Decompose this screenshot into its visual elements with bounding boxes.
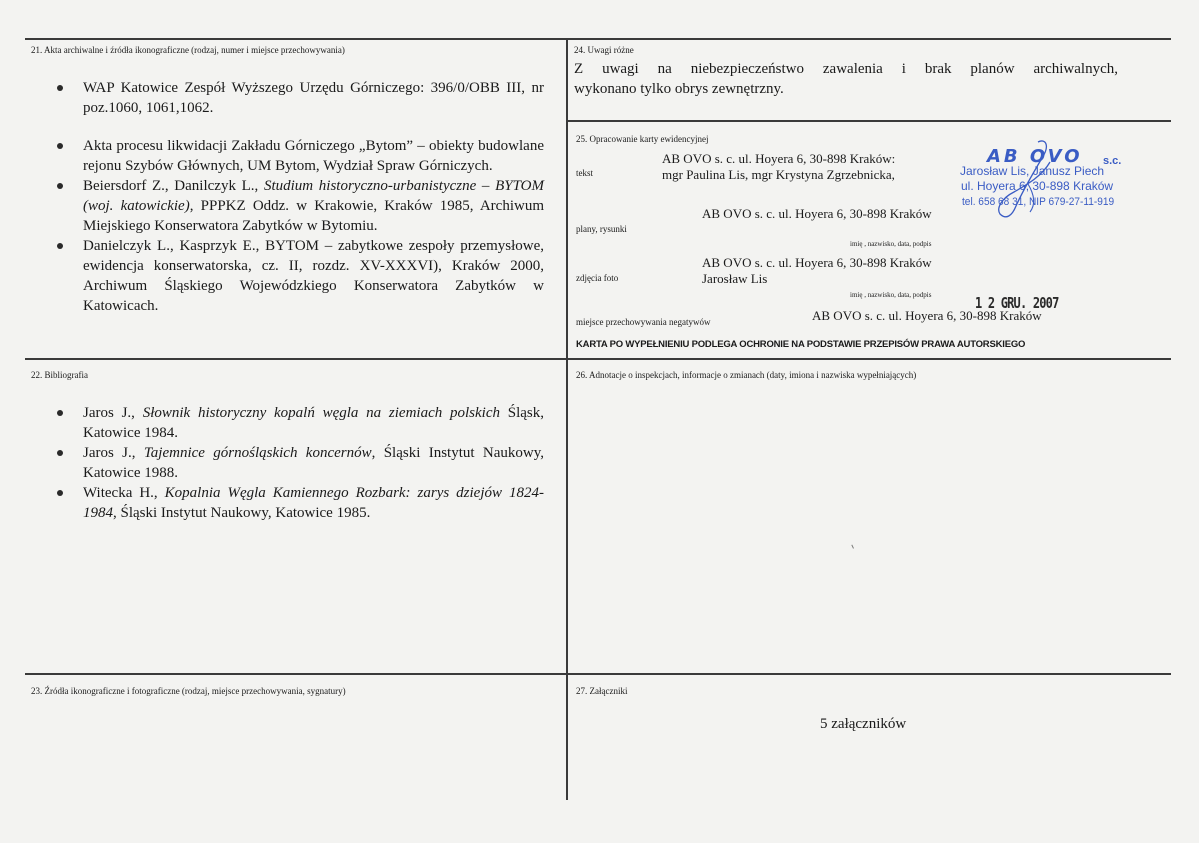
- row-divider-1: [25, 358, 1171, 360]
- signature-icon: [976, 136, 1066, 226]
- bullet-icon: [57, 143, 63, 149]
- stamp-line-3: tel. 658 68 31, NIP 679-27-11-919: [962, 196, 1115, 208]
- bullet-icon: [57, 450, 63, 456]
- list-item: Jaros J., Tajemnice górnośląskich koncernów, Śląski Instytut Naukowy, Katowice 1988.: [54, 443, 544, 483]
- section-21-list: [54, 78, 544, 316]
- tekst-line-2: mgr Paulina Lis, mgr Krystyna Zgrzebnicka,: [662, 167, 895, 182]
- date-stamp: 1 2 GRU. 2007: [975, 294, 1059, 312]
- tekst-line-1: AB OVO s. c. ul. Hoyera 6, 30-898 Kraków:: [662, 151, 896, 166]
- row-divider-2: [25, 673, 1171, 675]
- section-22-list: [54, 403, 544, 523]
- tekst-label: tekst: [576, 168, 593, 178]
- list-item: Akta procesu likwidacji Zakładu Górniczego „Bytom” – obiekty budowlane rejonu Szybów Głównych, UM Bytom, Wydział Spraw Górniczych.: [54, 136, 544, 176]
- list-item: Jaros J., Słownik historyczny kopalń węgla na ziemiach polskich Śląsk, Katowice 1984.: [54, 403, 544, 443]
- company-stamp: [958, 148, 1158, 228]
- attachments-count: 5 załączników: [820, 716, 907, 732]
- bullet-icon: [57, 243, 63, 249]
- list-item: Beiersdorf Z., Danilczyk L., Studium historyczno-urbanistyczne – BYTOM (woj. katowickie), PPPKZ Oddz. w Krakowie, Kraków 1985, Archiwum Miejskiego Konserwatora Zabytków w Bytomiu.: [54, 176, 544, 236]
- bullet-icon: [57, 183, 63, 189]
- zdjecia-line-2: Jarosław Lis: [702, 271, 768, 286]
- section-24-label: 24. Uwagi różne: [574, 45, 634, 55]
- plany-label: plany, rysunki: [576, 224, 627, 234]
- miejsce-value: AB OVO s. c. ul. Hoyera 6, 30-898 Kraków: [812, 308, 1042, 323]
- list-item: WAP Katowice Zespół Wyższego Urzędu Górniczego: 396/0/OBB III, nr poz.1060, 1061,1062.: [54, 78, 544, 118]
- plany-value: AB OVO s. c. ul. Hoyera 6, 30-898 Kraków: [702, 206, 932, 221]
- top-border: [25, 38, 1171, 40]
- section-22-label: 22. Bibliografia: [31, 370, 88, 380]
- section-21-label: 21. Akta archiwalne i źródła ikonograficzne (rodzaj, numer i miejsce przechowywania): [31, 45, 345, 55]
- caption-2: imię , nazwisko, data, podpis: [850, 291, 932, 299]
- zdjecia-label: zdjęcia foto: [576, 273, 619, 283]
- remarks-line-2: wykonano tylko obrys zewnętrzny.: [574, 81, 784, 97]
- column-divider: [566, 38, 568, 800]
- stamp-suffix: s.c.: [1103, 155, 1122, 167]
- stamp-logo: AB OVO: [987, 146, 1083, 167]
- bullet-icon: [57, 85, 63, 91]
- section-25-label: 25. Opracowanie karty ewidencyjnej: [576, 134, 709, 144]
- caption-1: imię , nazwisko, data, podpis: [850, 240, 932, 248]
- bullet-icon: [57, 410, 63, 416]
- right-divider-24-25: [567, 120, 1171, 122]
- section-23-label: 23. Źródła ikonograficzne i fotograficzne (rodzaj, miejsce przechowywania, sygnatury): [31, 686, 346, 696]
- remarks-line-1: Z uwagi na niebezpieczeństwo zawalenia i brak planów archiwalnych,: [574, 61, 1118, 77]
- section-27-label: 27. Załączniki: [576, 686, 628, 696]
- list-item: Witecka H., Kopalnia Węgla Kamiennego Rozbark: zarys dziejów 1824-1984, Śląski Instytut Naukowy, Katowice 1985.: [54, 483, 544, 523]
- section-26-label: 26. Adnotacje o inspekcjach, informacje o zmianach (daty, imiona i nazwiska wypełniających): [576, 370, 917, 380]
- miejsce-label: miejsce przechowywania negatywów: [576, 317, 711, 327]
- bullet-icon: [57, 490, 63, 496]
- copyright-notice: KARTA PO WYPEŁNIENIU PODLEGA OCHRONIE NA PODSTAWIE PRZEPISÓW PRAWA AUTORSKIEGO: [576, 339, 1026, 350]
- zdjecia-line-1: AB OVO s. c. ul. Hoyera 6, 30-898 Kraków: [702, 255, 932, 270]
- stamp-line-2: ul. Hoyera 6, 30-898 Kraków: [961, 179, 1114, 193]
- stamp-line-1: Jarosław Lis, Janusz Piech: [960, 164, 1105, 178]
- list-item: Danielczyk L., Kasprzyk E., BYTOM – zabytkowe zespoły przemysłowe, ewidencja konserwatorska, cz. II, rozdz. XV-XXXVI), Kraków 2000, Archiwum Śląskiego Wojewódzkiego Konserwatora Zabytków w Katowicach.: [54, 236, 544, 316]
- stray-mark: [851, 543, 856, 548]
- section-24-text: [574, 59, 1118, 99]
